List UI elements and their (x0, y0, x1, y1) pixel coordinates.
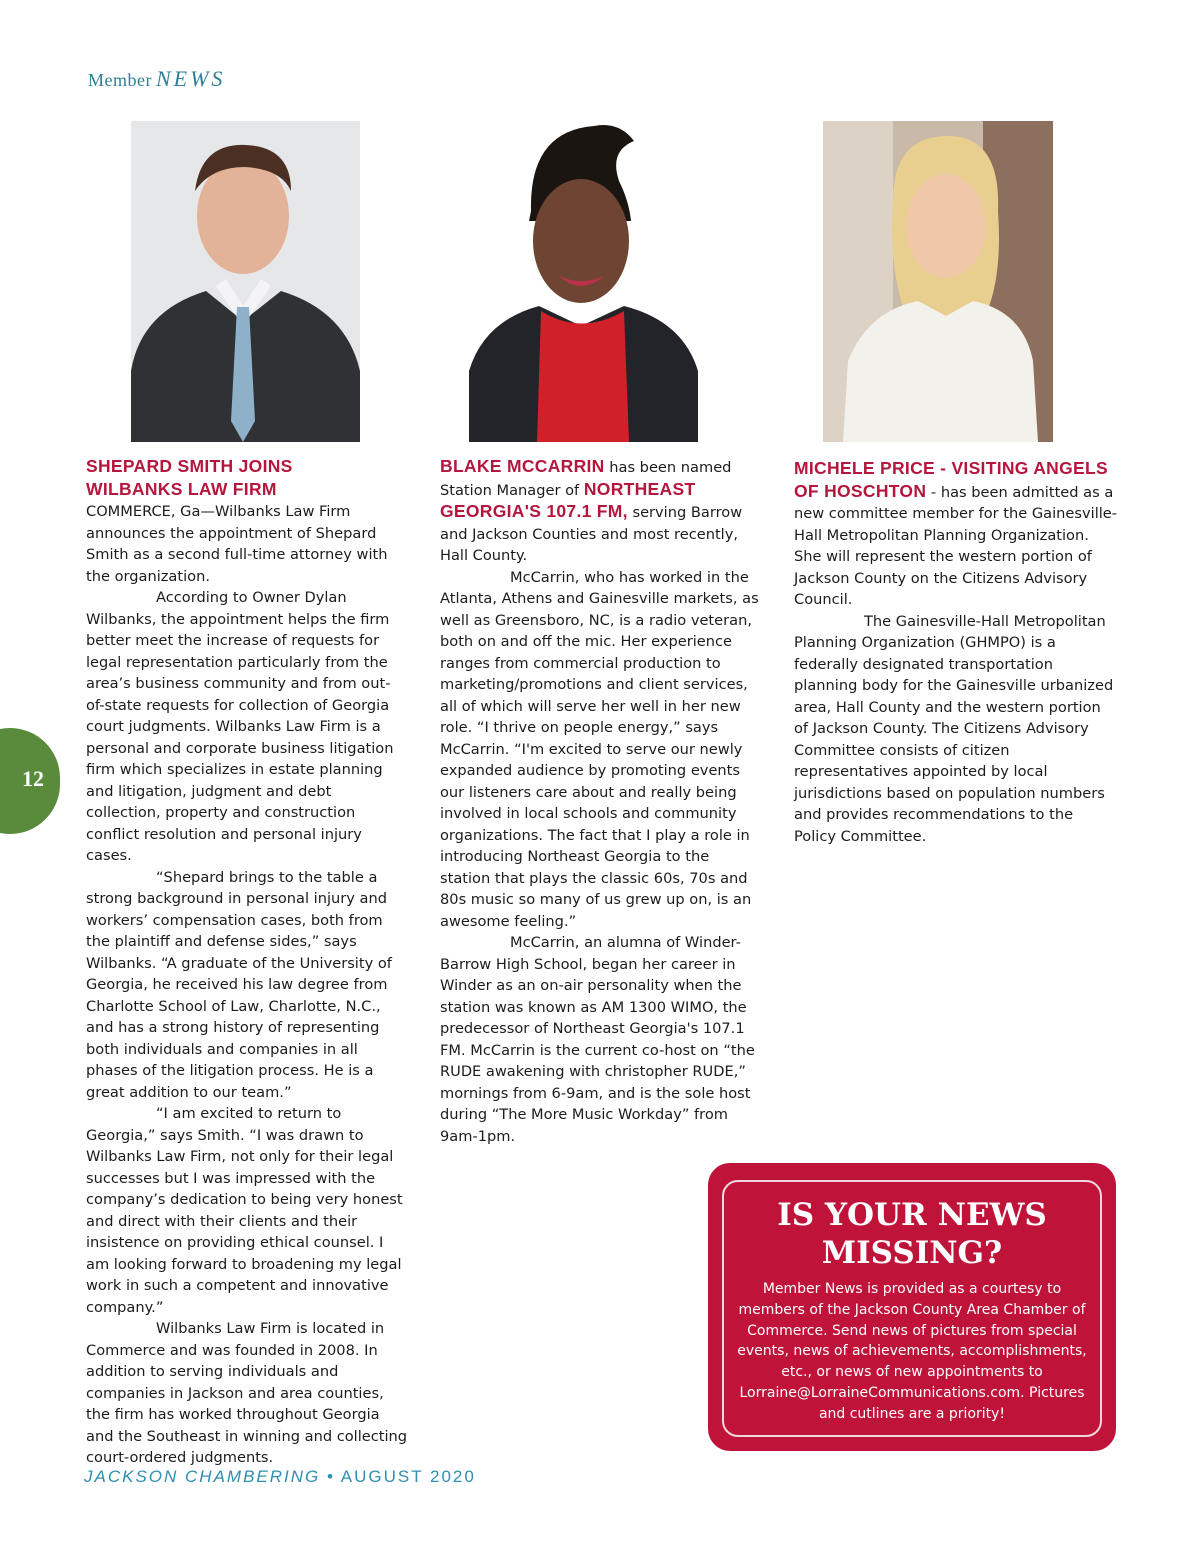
footer (84, 1467, 476, 1487)
callout-body: Member News is provided as a courtesy to members of the Jackson County Area Chamber of Commerce. Send news of pictures from special events, news of achievements, accomplishments, etc., or news of new appointments to Lorraine@LorraineCommunications.com. Pictures and cutlines are a priority! (737, 1281, 1087, 1422)
article1-paragraph: “I am excited to return to Georgia,” says Smith. “I was drawn to Wilbanks Law Firm, not only for their legal successes but I was impressed with the company’s dedication to being very honest and direct with their clients and their insistence on providing ethical counsel. I am looking forward to broadening my legal work in such a competent and innovative company.” (86, 1105, 403, 1316)
article1-paragraph: According to Owner Dylan Wilbanks, the appointment helps the firm better meet the increase of requests for legal representation particularly from the area’s business community and from out-of-state requests for collection of Georgia court judgments. Wilbanks Law Firm is a personal and corporate business litigation firm which specializes in estate planning and litigation, judgment and debt collection, property and construction conflict resolution and personal injury cases. (86, 589, 394, 864)
article-shepard-smith (86, 456, 408, 1469)
photo-blake-mccarrin (469, 121, 698, 442)
article2-station: NORTHEAST GEORGIA'S 107.1 FM, (440, 478, 696, 521)
photo-michele-price (823, 121, 1053, 442)
footer-magazine: JACKSON CHAMBERING (84, 1467, 321, 1486)
section-label-small: Member (88, 70, 152, 90)
article2-name: BLAKE MCCARRIN (440, 456, 605, 476)
article-blake-mccarrin (440, 456, 762, 1147)
article1-paragraph: COMMERCE, Ga—Wilbanks Law Firm announces the appointment of Shepard Smith as a second full-time attorney with the organization. (86, 503, 388, 585)
section-label-large: NEWS (155, 66, 226, 91)
article2-intro-1: has been named Station Manager of (440, 459, 732, 499)
article3-paragraph: The Gainesville-Hall Metropolitan Planning Organization (GHMPO) is a federally designated transportation planning body for the Gainesville urbanized area, Hall County and the western portion of Jackson County. The Citizens Advisory Committee consists of citizen representatives appointed by local jurisdictions based on population numbers and provides recommendations to the Policy Committee. (794, 612, 1114, 845)
footer-bullet: • (326, 1467, 335, 1486)
footer-issue: AUGUST 2020 (340, 1467, 476, 1486)
article-michele-price (794, 458, 1118, 847)
article2-paragraph: McCarrin, an alumna of Winder-Barrow High School, began her career in Winder as an on-air personality when the station was known as AM 1300 WIMO, the predecessor of Northeast Georgia's 107.1 FM. McCarrin is the current co-host on “the RUDE awakening with christopher RUDE,” mornings from 6-9am, and is the sole host during “The More Music Workday” from 9am-1pm. (440, 934, 755, 1145)
callout-title-line2: MISSING? (821, 1235, 1003, 1271)
article3-intro: - has been admitted as a new committee member for the Gainesville-Hall Metropolitan Planning Organization. She will represent the western portion of Jackson County on the Citizens Advisory Council. (794, 483, 1118, 608)
article1-headline-line1: SHEPARD SMITH JOINS (86, 456, 293, 476)
callout-title-line1: IS YOUR NEWS (777, 1197, 1047, 1233)
article1-paragraph: Wilbanks Law Firm is located in Commerce and was founded in 2008. In addition to serving individuals and companies in Jackson and area counties, the firm has worked throughout Georgia and the Southeast in winning and collecting court-ordered judgments. (86, 1320, 408, 1466)
section-label (88, 66, 225, 92)
article2-intro-2: serving Barrow and Jackson Counties and most recently, Hall County. (440, 504, 743, 564)
article2-paragraph: McCarrin, who has worked in the Atlanta, Athens and Gainesville markets, as well as Greensboro, NC, is a radio veteran, both on and off the mic. Her experience ranges from commercial production to marketing/promotions and client services, all of which will serve her well in her new role. “I thrive on people energy,” says McCarrin. “I'm excited to serve our newly expanded audience by promoting events our listeners care about and really being involved in local schools and community organizations. The fact that I play a role in introducing Northeast Georgia to the station that plays the classic 60s, 70s and 80s music so many of us grew up on, is an awesome feeling.” (440, 568, 759, 930)
page-number: 12 (22, 766, 44, 791)
photo-shepard-smith (131, 121, 360, 442)
article1-paragraph: “Shepard brings to the table a strong background in personal injury and workers’ compensation cases, both from the plaintiff and defense sides,” says Wilbanks. “A graduate of the University of Georgia, he received his law degree from Charlotte School of Law, Charlotte, N.C., and has a strong history of representing both individuals and companies in all phases of the litigation process. He is a great addition to our team.” (86, 868, 392, 1101)
article3-headline: MICHELE PRICE - VISITING ANGELS OF HOSCHTON (794, 458, 1108, 501)
callout-title (708, 1196, 1116, 1272)
article1-headline-line2: WILBANKS LAW FIRM (86, 478, 277, 499)
